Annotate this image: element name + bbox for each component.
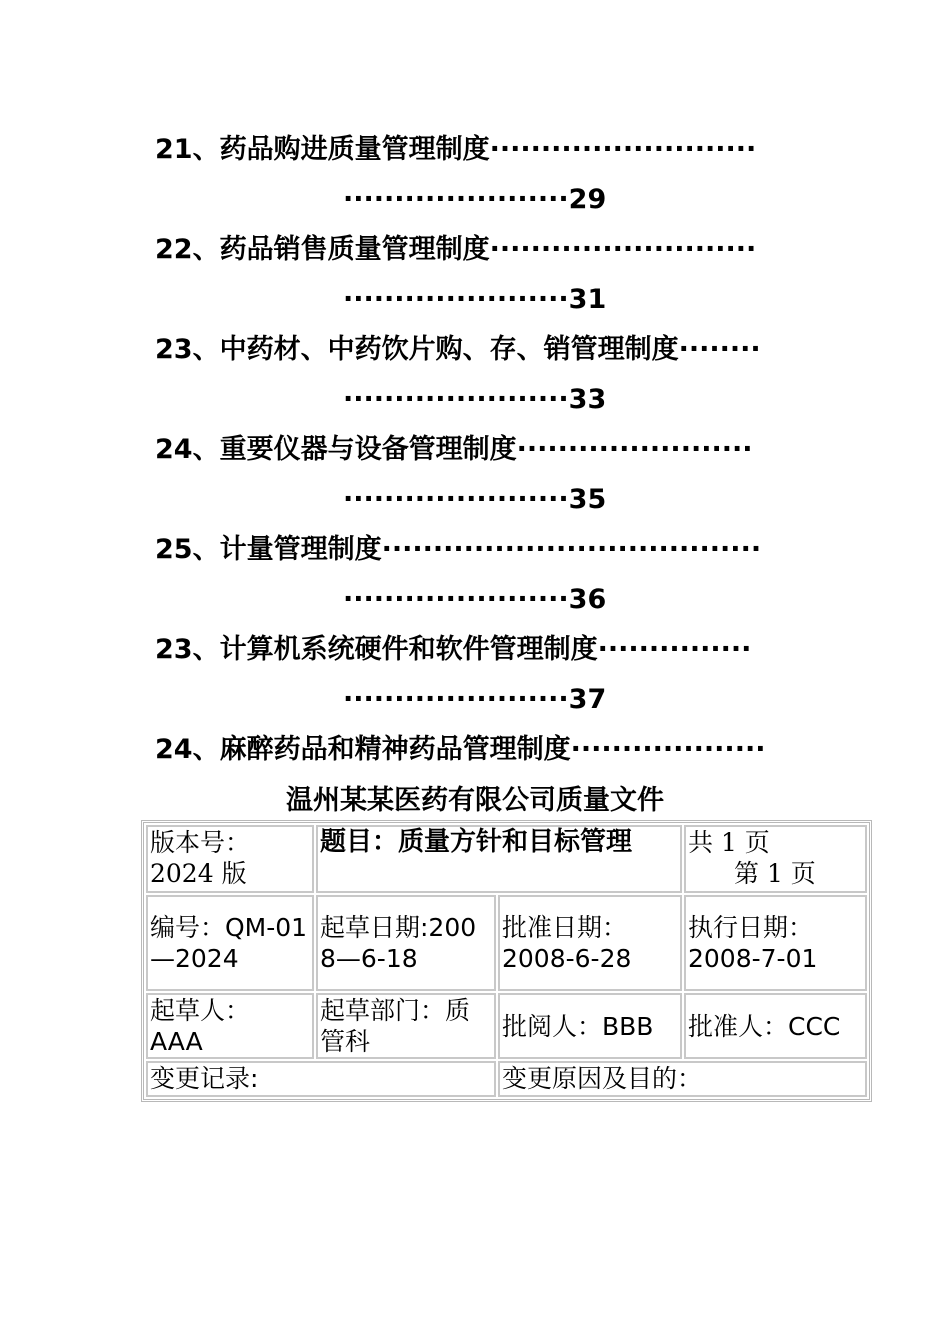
table-row [146,825,867,893]
toc-title: 、计量管理制度 [192,534,382,565]
toc-entry [155,728,800,778]
approve-date-value: 2008-6-28 [502,944,632,973]
toc-leader-dots: ······················ [343,484,569,515]
toc-leader-dots: ····································· [381,534,762,565]
toc-page-number: 35 [568,484,607,515]
toc-number: 21 [155,134,193,165]
toc-title: 、药品销售质量管理制度 [192,234,490,265]
document-info-table [141,820,872,1102]
exec-date-label: 执行日期： [688,913,814,942]
change-reason-cell: 变更原因及目的： [498,1061,867,1097]
subject-cell: 题目：质量方针和目标管理 [316,825,682,893]
toc-number: 24 [155,734,193,765]
toc-leader-dots: ·························· [489,134,757,165]
toc-leader-dots: ··················· [570,734,766,765]
toc-number: 22 [155,234,193,265]
toc-page-number: 29 [568,184,607,215]
toc-leader-dots: ······················ [343,384,569,415]
toc-entry [155,528,800,628]
drafter-cell [146,993,314,1059]
version-value: 2024 版 [150,859,247,888]
drafter-value: AAA [150,1027,203,1056]
toc-number: 23 [155,634,193,665]
version-cell [146,825,314,893]
toc-title: 、计算机系统硬件和软件管理制度 [192,634,598,665]
approve-date-cell [498,895,682,991]
toc-leader-dots: ······················ [343,584,569,615]
draft-date-cell: 起草日期:2008—6-18 [316,895,496,991]
page-count-cell [684,825,867,893]
total-pages: 共 1 页 [688,828,770,857]
exec-date-value: 2008-7-01 [688,944,818,973]
current-page: 第 1 页 [734,859,816,888]
reviewer-cell: 批阅人：BBB [498,993,682,1059]
toc-page-number: 36 [568,584,607,615]
toc-page-number: 31 [568,284,607,315]
toc-entry [155,128,800,228]
toc-title: 、中药材、中药饮片购、存、销管理制度 [192,334,679,365]
toc-entry [155,228,800,328]
approve-date-label: 批准日期： [502,913,628,942]
toc-title: 、重要仪器与设备管理制度 [192,434,517,465]
toc-title: 、药品购进质量管理制度 [192,134,490,165]
toc-leader-dots: ·························· [489,234,757,265]
document-header-title: 温州某某医药有限公司质量文件 [286,785,664,816]
toc-number: 25 [155,534,193,565]
table-row [146,895,867,991]
toc-entry [155,328,800,428]
draft-dept-cell: 起草部门：质管科 [316,993,496,1059]
toc-number: 24 [155,434,193,465]
toc-leader-dots: ······················ [343,184,569,215]
table-of-contents [155,128,800,778]
toc-page-number: 33 [568,384,607,415]
toc-leader-dots: ······················ [343,684,569,715]
toc-title: 、麻醉药品和精神药品管理制度 [192,734,571,765]
toc-entry [155,428,800,528]
version-label: 版本号： [150,828,251,857]
toc-leader-dots: ········ [678,334,761,365]
approver-cell: 批准人：CCC [684,993,867,1059]
code-cell: 编号：QM-01—2024 [146,895,314,991]
toc-page-number: 37 [568,684,607,715]
toc-number: 23 [155,334,193,365]
table-row [146,993,867,1059]
table-row [146,1061,867,1097]
drafter-label: 起草人： [150,996,251,1025]
toc-leader-dots: ··············· [597,634,752,665]
exec-date-cell [684,895,867,991]
toc-leader-dots: ······················· [516,434,753,465]
toc-entry [155,628,800,728]
toc-leader-dots: ······················ [343,284,569,315]
change-record-cell: 变更记录: [146,1061,496,1097]
